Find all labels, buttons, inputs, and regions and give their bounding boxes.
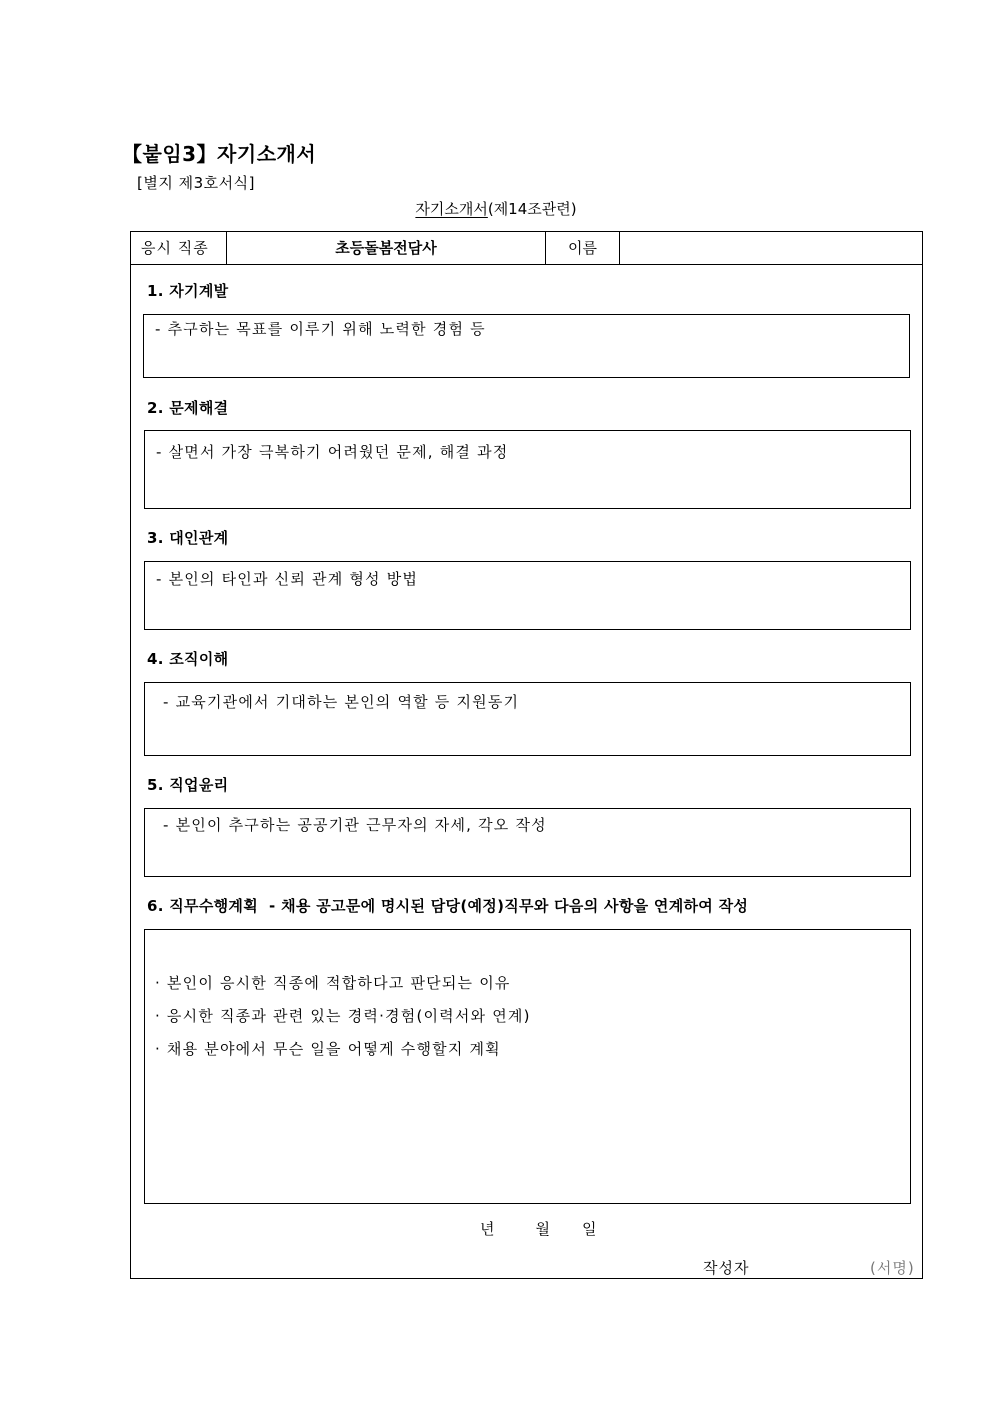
date-month[interactable]: 월 [535, 1220, 550, 1238]
section-hint: - 살면서 가장 극복하기 어려웠던 문제, 해결 과정 [156, 443, 509, 461]
section-title-work-ethics: 5. 직업윤리 [147, 776, 229, 794]
signature-field[interactable]: (서명) [870, 1259, 915, 1277]
job-plan-item: · 본인이 응시한 직종에 적합하다고 판단되는 이유 [155, 974, 511, 992]
form-title [0, 198, 992, 219]
document-heading: 【붙임3】자기소개서 [122, 142, 317, 166]
applicant-info-row [130, 231, 923, 265]
date-day[interactable]: 일 [582, 1220, 597, 1238]
answer-box-job-plan[interactable] [144, 929, 911, 1204]
name-label: 이름 [568, 239, 597, 257]
form-title-main: 자기소개서 [415, 200, 488, 218]
form-number: [별지 제3호서식] [137, 174, 255, 192]
date-line [480, 1218, 597, 1239]
date-year[interactable]: 년 [480, 1220, 495, 1238]
section-title-self-development: 1. 자기계발 [147, 282, 229, 300]
name-field[interactable] [620, 232, 922, 264]
section-title-interpersonal: 3. 대인관계 [147, 529, 229, 547]
form-title-suffix: (제14조관련) [487, 200, 577, 218]
section-title-problem-solving: 2. 문제해결 [147, 399, 229, 417]
job-plan-item: · 채용 분야에서 무슨 일을 어떻게 수행할지 계획 [155, 1040, 501, 1058]
section-title-organization: 4. 조직이해 [147, 650, 229, 668]
section-hint: - 본인의 타인과 신뢰 관계 형성 방법 [156, 570, 419, 588]
signer-label: 작성자 [703, 1259, 750, 1277]
section-title-job-plan: 6. 직무수행계획 - 채용 공고문에 명시된 담당(예정)직무와 다음의 사항을 연계하여 작성 [147, 897, 749, 915]
section-hint: - 본인이 추구하는 공공기관 근무자의 자세, 각오 작성 [163, 816, 547, 834]
job-plan-item: · 응시한 직종과 관련 있는 경력·경험(이력서와 연계) [155, 1007, 531, 1025]
position-label: 응시 직종 [141, 239, 209, 257]
section-hint: - 추구하는 목표를 이루기 위해 노력한 경험 등 [155, 320, 486, 338]
section-hint: - 교육기관에서 기대하는 본인의 역할 등 지원동기 [163, 693, 520, 711]
position-value[interactable]: 초등돌봄전담사 [335, 239, 437, 257]
